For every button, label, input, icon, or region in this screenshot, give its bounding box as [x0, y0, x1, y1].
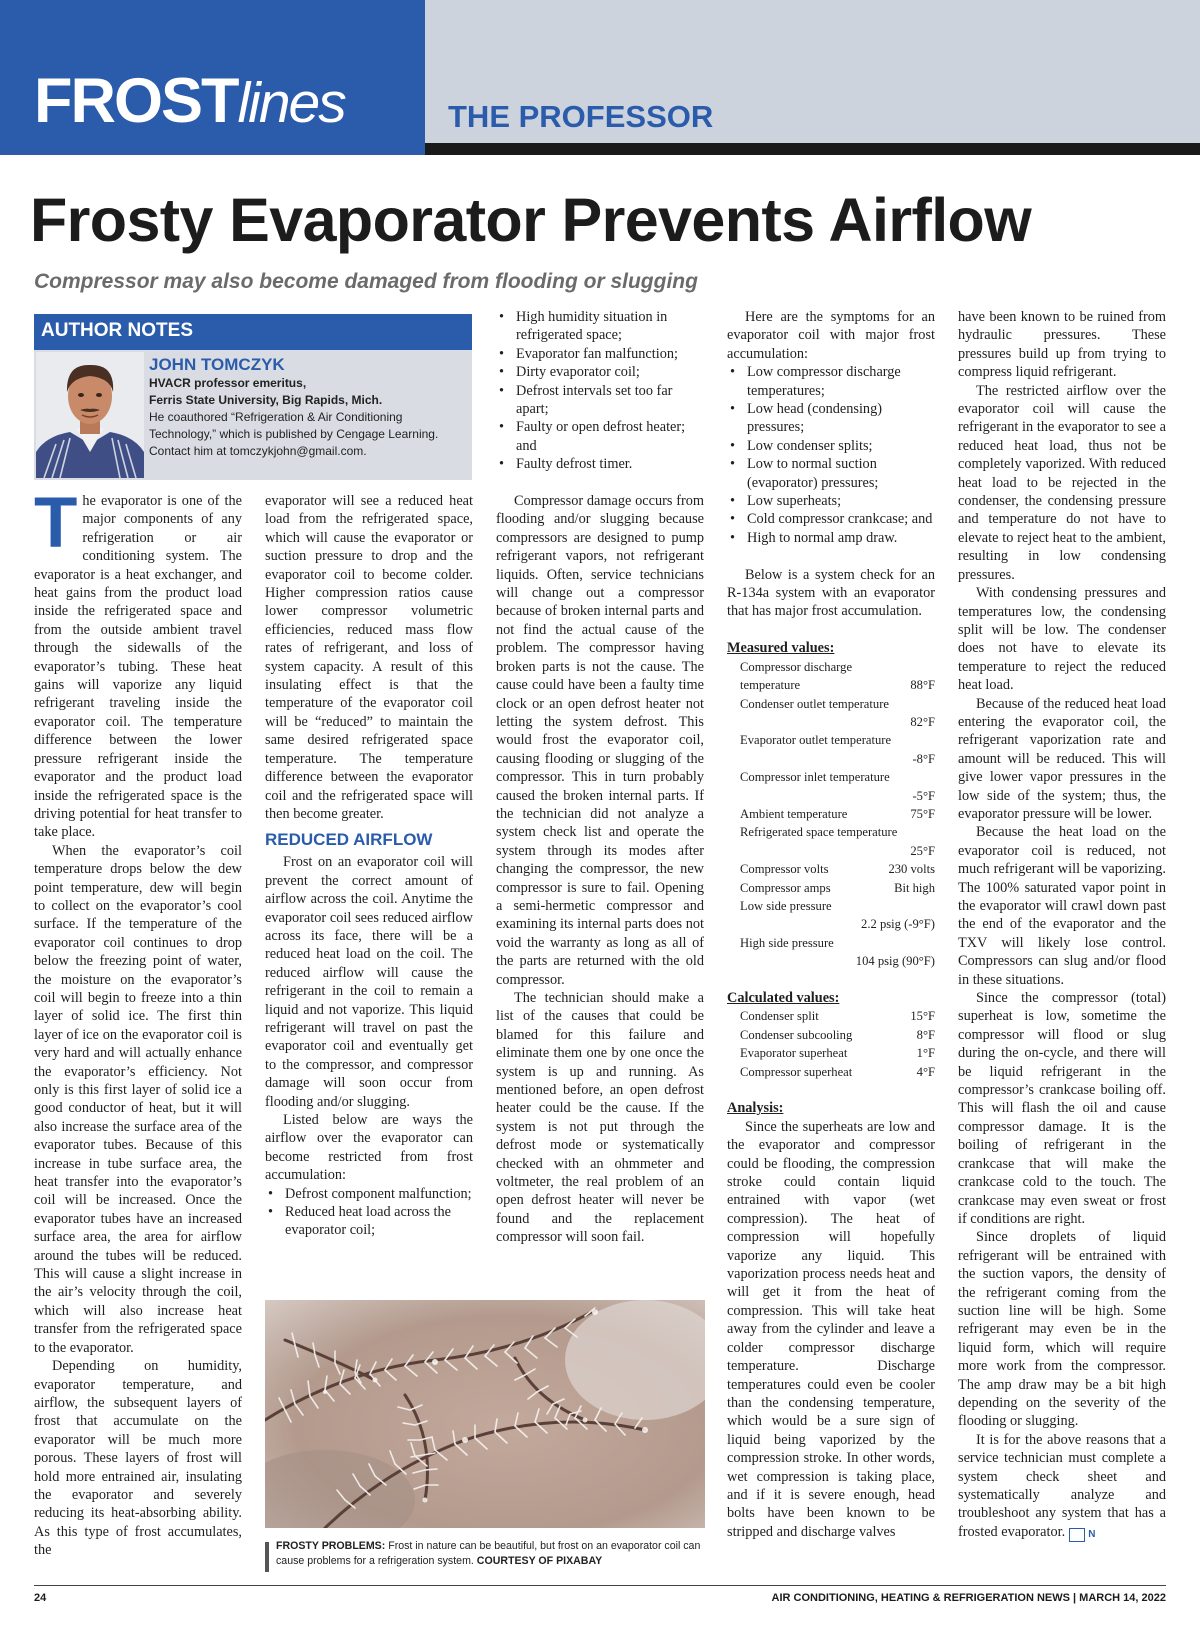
body-column-4: [727, 308, 935, 1541]
paragraph: Frost on an evaporator coil will prevent the correct amount of airflow across the coil. Anytime the evaporator coil sees reduced airflow across its face, there will be a reduced heat load on the coil. The reduced airflow will cause the refrigerant in the coil to remain a liquid and not vaporize. This liquid refrigerant will travel on past the evaporator coil and eventually get to the compressor, and compressor damage will soon occur from flooding and/or slugging.: [265, 854, 473, 1110]
list-item: • High to normal amp draw.: [727, 529, 935, 547]
paragraph: When the evaporator’s coil temperature drops below the dew point temperature, dew will begin to collect on the evaporator’s cool surface. If the temperature of the evaporator coil continues to drop below the freezing point of water, the moisture on the evaporator’s coil will begin to freeze into a thin layer of solid ice. The first thin layer of ice on the evaporator coil is very hard and will actually enhance the evaporator’s efficiency. Not only is this first layer of solid ice a good conductor of heat, but it will also increase the surface area of the evaporator tubes. Because of this increase in tube surface area, the heat transfer into the evaporator’s coil will be increased. Once the evaporator tubes have an increased surface area, the area for airflow around the tubes will be reduced. This will cause a slight increase in the air’s velocity through the coil, which will also increase heat transfer from the refrigerated space to the evaporator.: [34, 842, 242, 1356]
value-label: Evaporator superheat: [740, 1046, 848, 1061]
list-item: • Faulty or open defrost heater; and: [496, 418, 704, 455]
paragraph: The restricted airflow over the evaporator coil will cause the refrigerant in the evaporator to see a reduced heat load, thus not be completely vaporized. With reduced heat load to be rejected in the condenser, the condensing pressure and temperature do not have to elevate to reject heat to the ambient, resulting in low condensing pressures.: [958, 382, 1166, 583]
end-mark-icon: N: [1069, 1528, 1085, 1542]
list-item: • Low to normal suction (evaporator) pressures;: [727, 455, 935, 492]
bullet-list: [265, 1185, 473, 1240]
subheading: REDUCED AIRFLOW: [265, 830, 433, 850]
list-item: • Defrost component malfunction;: [265, 1185, 473, 1203]
author-bio: [149, 355, 469, 460]
measured-values-table: [727, 658, 935, 971]
value-row: [740, 879, 935, 897]
frost-branches-image: [265, 1300, 705, 1528]
paragraph: Here are the symptoms for an evaporator coil with major frost accumulation:: [727, 309, 935, 362]
value-number: 75°F: [910, 806, 935, 821]
value-number: 15°F: [910, 1009, 935, 1024]
article-subtitle: Compressor may also become damaged from flooding or slugging: [34, 270, 698, 293]
paragraph: have been known to be ruined from hydraulic pressures. These pressures build up from trying to compress liquid refrigerant.: [958, 309, 1166, 381]
value-row: [740, 805, 935, 823]
author-role: HVACR professor emeritus,: [149, 376, 307, 390]
symptom-list: [727, 363, 935, 547]
frostlines-logo: [34, 66, 345, 136]
list-item: • Low head (condensing) pressures;: [727, 400, 935, 437]
paragraph-text: It is for the above reasons that a service technician must complete a system check sheet and systematically analyze and troubleshoot any system that has a frosted evaporator.: [958, 1431, 1166, 1540]
author-name: JOHN TOMCZYK: [149, 355, 285, 374]
value-number: 4°F: [916, 1064, 935, 1079]
calculated-values-label: Calculated values:: [727, 989, 840, 1006]
article-title: Frosty Evaporator Prevents Airflow: [30, 186, 1032, 254]
list-item: • Dirty evaporator coil;: [496, 363, 704, 381]
photo-credit: COURTESY OF PIXABAY: [476, 1555, 603, 1567]
paragraph: Depending on humidity, evaporator temperature, and airflow, the subsequent layers of frost that accumulate on the evaporator will be much more porous. These layers of frost will hold more entrained air, insulating the evaporator and severely reducing its heat-absorbing ability. As this type of frost accumulates, the: [34, 1358, 242, 1559]
analysis-label: Analysis:: [727, 1100, 784, 1117]
footer-separator: |: [1073, 1592, 1077, 1604]
photo-caption: [276, 1539, 716, 1569]
value-number: 104 psig (90°F): [855, 954, 935, 969]
paragraph: Because the heat load on the evaporator coil is reduced, not much refrigerant will be vaporizing. The 100% saturated vapor point in the evaporator will crawl down past the end of the evaporator and the TXV will likely lose control. Compressors can slug and/or flood in these situations.: [958, 824, 1166, 988]
value-label: Refrigerated space temperature: [740, 825, 898, 840]
author-contact: Contact him at tomczykjohn@gmail.com.: [149, 444, 367, 458]
bullet-list: [496, 308, 704, 474]
value-label: Condenser subcooling: [740, 1027, 853, 1042]
author-bio-line: He coauthored “Refrigeration & Air Conditioning: [149, 410, 403, 424]
value-row: [740, 676, 935, 694]
value-label: Condenser split: [740, 1009, 819, 1024]
body-column-3: [496, 308, 704, 1247]
list-item: • Faulty defrost timer.: [496, 455, 704, 473]
drop-cap: T: [34, 484, 78, 563]
value-number: 82°F: [910, 714, 935, 729]
author-portrait-image: [36, 352, 144, 478]
author-notes-box: [34, 314, 472, 480]
value-row: [740, 1007, 935, 1025]
value-label: High side pressure: [740, 935, 834, 950]
issue-date: MARCH 14, 2022: [1079, 1592, 1166, 1604]
list-item: • Low superheats;: [727, 492, 935, 510]
value-label: Compressor amps: [740, 880, 831, 895]
paragraph: Since the compressor (total) superheat is low, sometime the compressor will flood or slug during the on-cycle, and there will be liquid refrigerant in the compressor’s crankcase boiling off. This will flash the oil and cause compressor damage. It is the boiling of refrigerant in the crankcase that will make the crankcase cold to the touch. The crankcase may even sweat or frost if conditions are right.: [958, 990, 1166, 1227]
caption-text: Frost in nature can be beautiful, but frost on an evaporator coil can cause problems for a refrigeration system.: [276, 1540, 701, 1567]
value-number: 8°F: [916, 1027, 935, 1042]
value-label: Compressor volts: [740, 862, 829, 877]
value-label: Compressor inlet temperature: [740, 770, 890, 785]
paragraph: Listed below are ways the airflow over the evaporator can become restricted from frost accumulation:: [265, 1112, 473, 1184]
paragraph-text: he evaporator is one of the major components of any refrigeration or air conditioning system. The evaporator is a heat exchanger, and heat gains from the product load inside the refrigerated space and from the outside ambient travel through the sidewalls of the evaporator’s tubing. These heat gains will vaporize any liquid refrigerant traveling inside the evaporator coil. The temperature difference between the lower pressure refrigerant inside the evaporator and the product load inside the refrigerated space is the driving potential for heat transfer to take place.: [34, 493, 242, 841]
paragraph: Since the superheats are low and the evaporator and compressor could be flooding, the compression stroke could contain liquid entrained with vapor (wet compression). The heat of compression will hopefully vaporize any liquid. This vaporization process needs heat and will get it from the heat of compression. This will take heat away from the cylinder and leave a colder compressor discharge temperature. Discharge temperatures could even be cooler than the condensing temperature, which would be a sure sign of liquid being vaporized by the compression stroke. In other words, wet compression is taking place, and if it is severe enough, head bolts have been known to be stripped and discharge valves: [727, 1118, 935, 1540]
calculated-values-table: [727, 1007, 935, 1081]
value-row: [740, 1063, 935, 1081]
list-item: • Reduced heat load across the evaporator coil;: [265, 1203, 473, 1240]
value-row: [740, 1044, 935, 1062]
paragraph: evaporator will see a reduced heat load from the refrigerated space, which will cause the evaporator or suction pressure to drop and the evaporator coil to become colder. Higher compression ratios cause lower compressor volumetric efficiencies, reduced mass flow rates of refrigerant, and loss of system capacity. A result of this insulating effect is that the temperature of the evaporator coil will be “reduced” to maintain the same desired refrigerated space temperature. The temperature difference between the evaporator coil and the refrigerated space will then become greater.: [265, 493, 473, 822]
value-row: [740, 860, 935, 878]
author-notes-heading: AUTHOR NOTES: [34, 314, 472, 350]
paragraph: Since droplets of liquid refrigerant will be entrained with the suction vapors, the density of the refrigerant coming from the suction line will be high. Some refrigerant may even be in the liquid form, which will require more work from the compressor. The amp draw may be a bit high depending on the severity of the flooding or slugging.: [958, 1229, 1166, 1430]
paragraph: Compressor damage occurs from flooding and/or slugging because compressors are designed to pump refrigerant vapors, not refrigerant liquids. Often, service technicians will change out a compressor because of broken internal parts and not find the actual cause of the problem. The compressor having broken parts is not the cause. The cause could have been a faulty time clock or an open defrost heater not letting the system defrost. This would frost the evaporator coil, causing flooding or slugging of the compressor. This in turn probably caused the broken internal parts. If the technician did not analyze a system check list and operate the system through its modes after changing the compressor, the new compressor is sure to fail. Opening a semi-hermetic compressor and examining its internal parts does not void the warranty as long as all of the parts are returned with the old compressor.: [496, 493, 704, 988]
value-label: temperature: [740, 678, 801, 693]
list-item: • Low condenser splits;: [727, 437, 935, 455]
paragraph: Because of the reduced heat load entering the evaporator coil, the refrigerant vaporization rate and amount will be reduced. This will give lower vapor pressures in the low side of the system; thus, the evaporator pressure will be lower.: [958, 695, 1166, 822]
list-item: • Cold compressor crankcase; and: [727, 510, 935, 528]
value-number: Bit high: [894, 880, 935, 895]
footer-rule: [34, 1585, 1166, 1586]
value-number: -8°F: [912, 751, 935, 766]
section-name: THE PROFESSOR: [448, 99, 714, 134]
value-label: Ambient temperature: [740, 806, 848, 821]
logo-frost: FROST: [34, 66, 238, 136]
caption-label: FROSTY PROBLEMS:: [276, 1540, 386, 1552]
author-bio-line: Technology,” which is published by Cengage Learning.: [149, 427, 439, 441]
body-column-5: [958, 308, 1166, 1542]
paragraph: Below is a system check for an R-134a system with an evaporator that has major frost accumulation.: [727, 566, 935, 620]
value-row: [740, 1026, 935, 1044]
value-number: 230 volts: [888, 862, 935, 877]
paragraph: With condensing pressures and temperatures low, the condensing split will be low. The condenser does not have to elevate its temperature to reject the reduced heat load.: [958, 585, 1166, 694]
value-number: 88°F: [910, 678, 935, 693]
body-column-2: [265, 492, 473, 1240]
value-label: Compressor discharge: [740, 659, 853, 674]
value-label: Compressor superheat: [740, 1064, 853, 1079]
measured-values-label: Measured values:: [727, 640, 835, 657]
value-label: Low side pressure: [740, 898, 832, 913]
page-number: 24: [34, 1592, 47, 1604]
value-label: Condenser outlet temperature: [740, 696, 889, 711]
list-item: • Evaporator fan malfunction;: [496, 345, 704, 363]
value-number: 2.2 psig (-9°F): [861, 917, 935, 932]
frost-photo: [265, 1300, 705, 1528]
body-column-1: [34, 484, 242, 1560]
list-item: • Low compressor discharge temperatures;: [727, 363, 935, 400]
value-number: 25°F: [910, 843, 935, 858]
publication-name: AIR CONDITIONING, HEATING & REFRIGERATION NEWS: [771, 1592, 1070, 1604]
paragraph: The technician should make a list of the causes that could be blamed for this failure and eliminate them one by one once the system is up and running. As mentioned before, an open defrost heater could be the cause. If the system is not put through the defrost mode or systematically checked with an ohmmeter and voltmeter, the real problem of an open defrost heater will never be found and the replacement compressor will soon fail.: [496, 990, 704, 1246]
logo-lines: lines: [237, 71, 345, 135]
caption-bar: [265, 1542, 269, 1572]
paragraph: [34, 484, 242, 842]
value-number: -5°F: [912, 788, 935, 803]
list-item: • High humidity situation in refrigerated space;: [496, 308, 704, 345]
publication-line: [772, 1592, 1166, 1604]
value-label: Evaporator outlet temperature: [740, 733, 892, 748]
value-number: 1°F: [916, 1046, 935, 1061]
author-affiliation: Ferris State University, Big Rapids, Mich.: [149, 393, 383, 407]
list-item: • Defrost intervals set too far apart;: [496, 382, 704, 419]
paragraph: [958, 1431, 1166, 1542]
author-photo: [36, 352, 144, 478]
header-rule: [425, 143, 1200, 155]
